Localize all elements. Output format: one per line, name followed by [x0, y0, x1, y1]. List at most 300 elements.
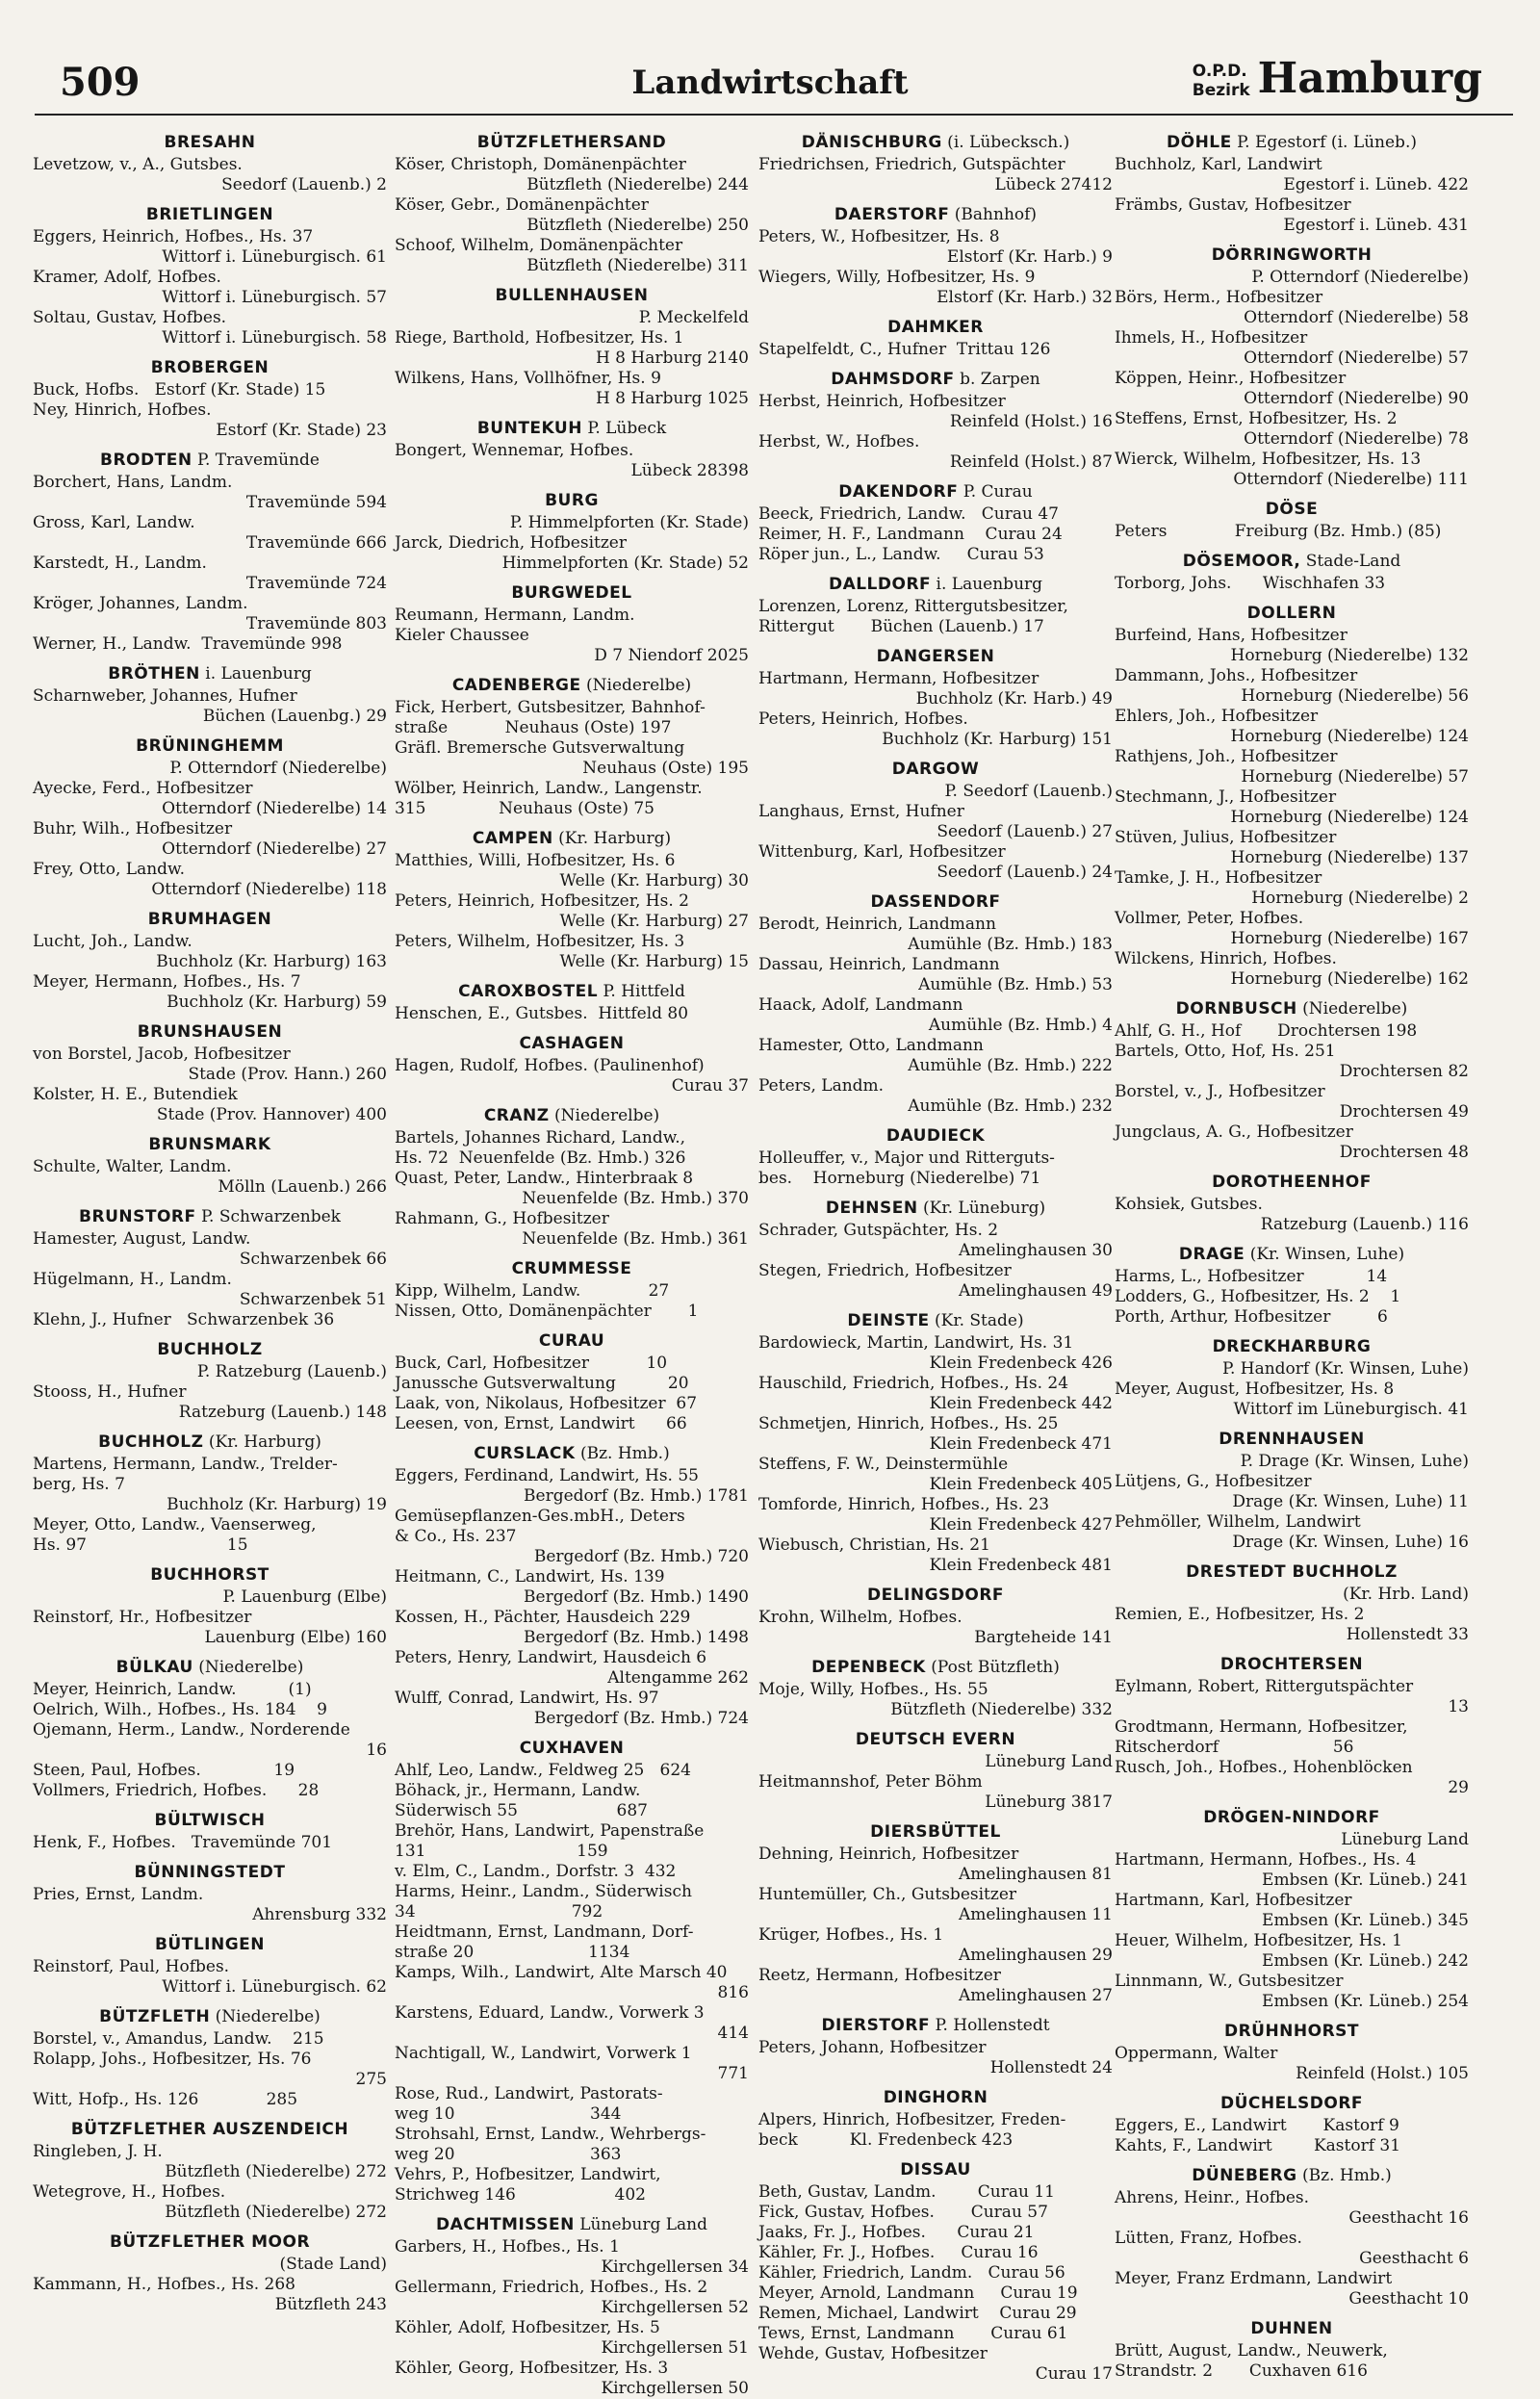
place-entry [1115, 2319, 1469, 2382]
entry-location-line: Ahrensburg 332 [252, 1905, 387, 1924]
place-heading [1115, 1655, 1469, 1675]
place-heading [395, 1444, 749, 1464]
place-entry [33, 358, 387, 441]
entry-location-line: 13 [1448, 1697, 1469, 1716]
entry-line: Stegen, Friedrich, Hofbesitzer [758, 1261, 1012, 1280]
place-heading [33, 1658, 387, 1678]
place-name: BRUMHAGEN [147, 910, 272, 929]
place-entry [758, 575, 1113, 637]
entry-location-line: 16 [366, 1741, 387, 1760]
entry-line: Heuer, Wilhelm, Hofbesitzer, Hs. 1 [1115, 1931, 1402, 1950]
place-heading [395, 491, 749, 511]
place-name: DÖHLE [1167, 133, 1232, 152]
entry-location-line: Horneburg (Niederelbe) 162 [1230, 969, 1469, 989]
place-entry [758, 1199, 1113, 1302]
entry-line: Hs. 97 15 [33, 1535, 248, 1555]
place-heading [758, 370, 1113, 390]
entry-location-line: Embsen (Kr. Lüneb.) 254 [1262, 1992, 1469, 2011]
entry-line: Remien, E., Hofbesitzer, Hs. 2 [1115, 1605, 1365, 1624]
place-name: DUHNEN [1250, 2319, 1333, 2338]
entry-line: Soltau, Gustav, Hofbes. [33, 308, 227, 327]
entry-line: Hartmann, Karl, Hofbesitzer [1115, 1891, 1352, 1910]
entry-line: Reetz, Hermann, Hofbesitzer [758, 1966, 1001, 1985]
place-entry [33, 1935, 387, 1998]
entry-line: Herbst, Heinrich, Hofbesitzer [758, 392, 1006, 411]
place-heading [33, 1135, 387, 1155]
place-name: BÜTZFLETHER MOOR [109, 2232, 311, 2252]
place-postal-note: P. Hittfeld [598, 982, 685, 1001]
place-heading [758, 482, 1113, 503]
place-entry [1115, 1430, 1469, 1553]
place-heading [395, 1106, 749, 1126]
entry-location-line: Welle (Kr. Harburg) 15 [559, 952, 749, 971]
place-heading [395, 419, 749, 439]
entry-location-line: 771 [717, 2064, 749, 2083]
place-name: CAROXBOSTEL [458, 982, 599, 1001]
entry-line: Steffens, F. W., Deinstermühle [758, 1455, 1009, 1474]
entry-location-line: Hollenstedt 24 [989, 2058, 1113, 2077]
entry-line: Kamps, Wilh., Landwirt, Alte Marsch 40 [395, 1963, 728, 1982]
place-heading [1115, 2094, 1469, 2114]
place-postal-note: P. Hollenstedt [930, 2016, 1050, 2035]
place-heading [1115, 604, 1469, 624]
place-entry [395, 491, 749, 574]
place-postal-note: (Niederelbe) [210, 2007, 321, 2026]
entry-location-line: Buchholz (Kr. Harburg) 19 [167, 1495, 387, 1514]
entry-line: Hamester, Otto, Landmann [758, 1036, 984, 1055]
region-name: Hamburg [1257, 54, 1482, 103]
entry-line: Buhr, Wilh., Hofbesitzer [33, 819, 233, 838]
place-heading [33, 1207, 387, 1227]
place-name: CURAU [538, 1331, 605, 1351]
place-heading [1115, 245, 1469, 266]
entry-line: Ojemann, Herm., Landw., Norderende [33, 1720, 350, 1740]
place-entry [1115, 552, 1469, 594]
place-heading [33, 910, 387, 930]
entry-location-line: Horneburg (Niederelbe) 57 [1241, 767, 1469, 787]
entry-location-line: Bützfleth (Niederelbe) 250 [526, 216, 749, 235]
place-name: BÜLKAU [116, 1658, 193, 1677]
entry-line: Kolster, H. E., Butendiek [33, 1085, 238, 1104]
place-entry [758, 647, 1113, 750]
entry-location-line: Bützfleth 243 [274, 2295, 387, 2314]
entry-line: weg 10 344 [395, 2104, 622, 2124]
entry-line: Matthies, Willi, Hofbesitzer, Hs. 6 [395, 851, 676, 870]
place-postal-note: (Kr. Harburg) [203, 1432, 321, 1452]
entry-location-line: Geesthacht 16 [1348, 2208, 1469, 2228]
place-entry [395, 583, 749, 666]
place-name: DIERSBÜTTEL [870, 1822, 1001, 1842]
place-heading [395, 2215, 749, 2235]
entry-line: Ahrens, Heinr., Hofbes. [1115, 2188, 1310, 2207]
entry-line: Heitmannshof, Peter Böhm [758, 1772, 983, 1792]
entry-location-line: H 8 Harburg 1025 [595, 389, 749, 408]
page-title: Landwirtschaft [631, 64, 909, 102]
entry-line: Peters, Heinrich, Hofbesitzer, Hs. 2 [395, 891, 689, 911]
entry-location-line: P. Lauenburg (Elbe) [222, 1587, 387, 1607]
entry-line: Lucht, Joh., Landw. [33, 932, 192, 951]
entry-location-line: Curau 17 [1035, 2364, 1113, 2384]
entry-location-line: P. Ratzeburg (Lauenb.) [196, 1362, 387, 1381]
entry-line: Rusch, Joh., Hofbes., Hohenblöcken [1115, 1758, 1413, 1777]
place-heading [33, 133, 387, 153]
entry-location-line: Otterndorf (Niederelbe) 118 [151, 880, 387, 899]
entry-location-line: Kirchgellersen 34 [601, 2257, 749, 2277]
entry-location-line: Klein Fredenbeck 481 [929, 1556, 1113, 1575]
entry-location-line: Wittorf i. Lüneburgisch. 58 [162, 328, 387, 348]
place-entry [758, 482, 1113, 565]
entry-line: Kohsiek, Gutsbes. [1115, 1195, 1263, 1214]
entry-location-line: Otterndorf (Niederelbe) 27 [162, 839, 387, 859]
entry-line: Hartmann, Hermann, Hofbesitzer [758, 669, 1040, 688]
entry-line: Borchert, Hans, Landm. [33, 473, 233, 492]
place-heading [758, 1658, 1113, 1678]
entry-line: Rolapp, Johs., Hofbesitzer, Hs. 76 [33, 2050, 312, 2069]
entry-line: Martens, Hermann, Landw., Trelder- [33, 1455, 338, 1474]
place-entry [395, 286, 749, 409]
entry-line: Kipp, Wilhelm, Landw. 27 [395, 1281, 670, 1301]
place-entry [1115, 133, 1469, 236]
entry-line: Fick, Herbert, Gutsbesitzer, Bahnhof- [395, 698, 706, 717]
entry-location-line: Buchholz (Kr. Harburg) 163 [156, 952, 387, 971]
entry-line: Strandstr. 2 Cuxhaven 616 [1115, 2361, 1368, 2381]
place-name: DÖSEMOOR, [1182, 552, 1301, 571]
place-entry [33, 1658, 387, 1801]
entry-line: Wittenburg, Karl, Hofbesitzer [758, 842, 1006, 862]
entry-line: Bartels, Otto, Hof, Hs. 251 [1115, 1042, 1336, 1061]
entry-location-line: Otterndorf (Niederelbe) 14 [162, 799, 387, 818]
entry-line: Scharnweber, Johannes, Hufner [33, 686, 297, 706]
entry-line: Bongert, Wennemar, Hofbes. [395, 441, 634, 460]
entry-line: Ahlf, G. H., Hof Drochtersen 198 [1115, 1021, 1418, 1041]
place-entry [33, 1565, 387, 1648]
place-name: CURSLACK [474, 1444, 576, 1463]
place-entry [1115, 1655, 1469, 1798]
entry-line: Janussche Gutsverwaltung 20 [395, 1374, 689, 1393]
place-heading [33, 1022, 387, 1043]
place-postal-note: P. Curau [958, 482, 1033, 502]
column-4 [1115, 123, 1469, 2381]
place-heading [758, 2016, 1113, 2036]
entry-location-line: Bergedorf (Bz. Hmb.) 1781 [524, 1486, 749, 1506]
entry-location-line: Reinfeld (Holst.) 16 [949, 412, 1113, 431]
entry-location-line: Lübeck 28398 [630, 461, 749, 480]
entry-line: Nissen, Otto, Domänenpächter 1 [395, 1302, 699, 1321]
place-postal-note: P. Schwarzenbek [195, 1207, 341, 1226]
place-entry [1115, 2022, 1469, 2084]
entry-location-line: Seedorf (Lauenb.) 27 [937, 822, 1113, 841]
place-name: DAERSTORF [834, 205, 950, 224]
place-heading [395, 286, 749, 306]
place-name: DAHMKER [887, 318, 984, 337]
entry-line: Rathjens, Joh., Hofbesitzer [1115, 747, 1338, 766]
entry-line: Köhler, Georg, Hofbesitzer, Hs. 3 [395, 2359, 669, 2378]
place-entry [33, 451, 387, 655]
entry-line: Herbst, W., Hofbes. [758, 432, 920, 451]
column-2 [395, 123, 749, 2398]
entry-line: Holleuffer, v., Major und Ritterguts- [758, 1148, 1055, 1168]
entry-line: Berodt, Heinrich, Landmann [758, 915, 996, 934]
entry-location-line: Amelinghausen 49 [959, 1281, 1113, 1301]
entry-line: Tomforde, Hinrich, Hofbes., Hs. 23 [758, 1495, 1050, 1514]
place-name: DÜCHELSDORF [1219, 2094, 1364, 2113]
place-heading [395, 133, 749, 153]
entry-line: Süderwisch 55 687 [395, 1801, 649, 1820]
place-heading [758, 575, 1113, 595]
place-heading [758, 1199, 1113, 1219]
entry-location-line: Lübeck 27412 [994, 175, 1113, 194]
place-name: BUCHHOLZ [98, 1432, 204, 1452]
entry-location-line: Amelinghausen 30 [959, 1241, 1113, 1260]
place-name: BRUNSMARK [148, 1135, 271, 1154]
place-entry [1115, 604, 1469, 990]
place-name: DRECKHARBURG [1212, 1337, 1372, 1356]
entry-line: Peters, W., Hofbesitzer, Hs. 8 [758, 227, 1000, 246]
place-postal-note: (Niederelbe) [580, 676, 692, 695]
place-heading [33, 736, 387, 757]
place-entry [395, 1739, 749, 2206]
place-heading [1115, 1245, 1469, 1265]
entry-location-line: Klein Fredenbeck 427 [929, 1515, 1113, 1535]
entry-line: v. Elm, C., Landm., Dorfstr. 3 432 [395, 1862, 677, 1881]
entry-location-line: Bergedorf (Bz. Hmb.) 720 [533, 1547, 749, 1566]
place-name: DORNBUSCH [1175, 999, 1297, 1019]
place-entry [758, 1730, 1113, 1813]
place-entry [33, 2232, 387, 2315]
place-postal-note: (Kr. Stade) [929, 1311, 1024, 1330]
place-name: DÜNEBERG [1192, 2166, 1297, 2185]
entry-line: Reinstorf, Hr., Hofbesitzer [33, 1608, 252, 1627]
entry-location-line: Embsen (Kr. Lüneb.) 241 [1262, 1870, 1469, 1890]
entry-location-line: Schwarzenbek 51 [239, 1290, 387, 1309]
entry-location-line: 275 [355, 2070, 387, 2089]
place-name: DANGERSEN [876, 647, 995, 666]
entry-location-line: Schwarzenbek 66 [239, 1250, 387, 1269]
entry-location-line: Wittorf i. Lüneburgisch. 61 [162, 247, 387, 267]
place-entry [33, 1022, 387, 1125]
entry-line: Grodtmann, Hermann, Hofbesitzer, [1115, 1717, 1408, 1737]
entry-location-line: D 7 Niendorf 2025 [594, 646, 749, 665]
place-name: BURGWEDEL [511, 583, 632, 603]
entry-line: Buck, Hofbs. Estorf (Kr. Stade) 15 [33, 380, 326, 400]
place-heading [758, 1126, 1113, 1147]
place-heading [33, 2007, 387, 2027]
entry-line: Ehlers, Joh., Hofbesitzer [1115, 707, 1319, 726]
entry-line: berg, Hs. 7 [33, 1475, 125, 1494]
entry-line: Hügelmann, H., Landm. [33, 1270, 232, 1289]
entry-location-line: P. Otterndorf (Niederelbe) [1251, 268, 1469, 287]
place-entry [33, 2120, 387, 2223]
place-heading [1115, 2166, 1469, 2186]
place-name: CRANZ [483, 1106, 550, 1125]
entry-line: Buchholz, Karl, Landwirt [1115, 155, 1322, 174]
place-heading [33, 358, 387, 378]
entry-line: Brütt, August, Landw., Neuwerk, [1115, 2341, 1388, 2360]
place-entry [395, 2215, 749, 2399]
place-postal-note: Lüneburg Land [574, 2215, 708, 2234]
entry-line: Peters, Wilhelm, Hofbesitzer, Hs. 3 [395, 932, 685, 951]
place-heading [758, 133, 1113, 153]
place-heading [1115, 500, 1469, 520]
entry-line: Brehör, Hans, Landwirt, Papenstraße [395, 1821, 705, 1841]
entry-location-line: Otterndorf (Niederelbe) 57 [1244, 348, 1469, 368]
entry-location-line: Aumühle (Bz. Hmb.) 222 [908, 1056, 1113, 1075]
entry-location-line: Buchholz (Kr. Harburg) 151 [882, 730, 1113, 749]
place-heading [758, 2088, 1113, 2108]
entry-line: Dammann, Johs., Hofbesitzer [1115, 666, 1358, 685]
place-heading [395, 1259, 749, 1279]
place-heading [1115, 1337, 1469, 1357]
entry-line: Henschen, E., Gutsbes. Hittfeld 80 [395, 1004, 689, 1023]
entry-line: Wiegers, Willy, Hofbesitzer, Hs. 9 [758, 268, 1036, 287]
place-name: DÄNISCHBURG [801, 133, 942, 152]
entry-location-line: Hollenstedt 33 [1346, 1625, 1469, 1644]
entry-line: Karstedt, H., Landm. [33, 554, 207, 573]
entry-line: Dassau, Heinrich, Landmann [758, 955, 1000, 974]
place-name: DACHTMISSEN [435, 2215, 575, 2234]
place-entry [1115, 1173, 1469, 1235]
place-heading [758, 1822, 1113, 1843]
entry-line: Wulff, Conrad, Landwirt, Hs. 97 [395, 1689, 659, 1708]
entry-line: Främbs, Gustav, Hofbesitzer [1115, 195, 1351, 215]
entry-line: Gross, Karl, Landw. [33, 513, 195, 532]
entry-line: Ahlf, Leo, Landw., Feldweg 25 624 [395, 1761, 691, 1780]
entry-location-line: Horneburg (Niederelbe) 2 [1251, 889, 1469, 908]
entry-line: Ney, Hinrich, Hofbes. [33, 400, 212, 420]
entry-line: Linnmann, W., Gutsbesitzer [1115, 1972, 1344, 1991]
entry-line: Bartels, Johannes Richard, Landw., [395, 1128, 686, 1148]
place-postal-note: (Kr. Harburg) [552, 829, 672, 848]
entry-location-line: Klein Fredenbeck 426 [929, 1354, 1113, 1373]
place-entry [1115, 500, 1469, 542]
entry-line: Schmetjen, Hinrich, Hofbes., Hs. 25 [758, 1414, 1059, 1433]
entry-location-line: Bützfleth (Niederelbe) 272 [165, 2203, 387, 2222]
entry-line: Eggers, Ferdinand, Landwirt, Hs. 55 [395, 1466, 699, 1485]
entry-location-line: Reinfeld (Holst.) 105 [1296, 2064, 1469, 2083]
place-name: CAMPEN [472, 829, 553, 848]
place-name: DRENNHAUSEN [1219, 1430, 1365, 1449]
place-name: BRUNSTORF [79, 1207, 196, 1226]
place-name: BUNTEKUH [476, 419, 582, 438]
entry-line: Hs. 72 Neuenfelde (Bz. Hmb.) 326 [395, 1148, 686, 1168]
entry-location-line: Geesthacht 6 [1359, 2249, 1469, 2268]
place-name: DROCHTERSEN [1219, 1655, 1364, 1674]
entry-line: Eggers, Heinrich, Hofbes., Hs. 37 [33, 227, 314, 246]
place-heading [1115, 1808, 1469, 1828]
place-postal-note: i. Lauenburg [931, 575, 1043, 594]
entry-location-line: Amelinghausen 81 [959, 1865, 1113, 1884]
entry-line: Rittergut Büchen (Lauenb.) 17 [758, 617, 1044, 636]
place-entry [1115, 1337, 1469, 1420]
place-name: BRUNSHAUSEN [137, 1022, 283, 1042]
entry-line: Lorenzen, Lorenz, Rittergutsbesitzer, [758, 597, 1068, 616]
entry-line: 131 159 [395, 1842, 608, 1861]
place-entry [1115, 2166, 1469, 2309]
entry-line: Eylmann, Robert, Rittergutspächter [1115, 1677, 1414, 1696]
place-entry [758, 1586, 1113, 1648]
place-name: DASSENDORF [870, 892, 1001, 912]
entry-line: Schoof, Wilhelm, Domänenpächter [395, 236, 683, 255]
column-1 [33, 123, 387, 2366]
entry-line: Meyer, Franz Erdmann, Landwirt [1115, 2269, 1393, 2288]
entry-line: straße Neuhaus (Oste) 197 [395, 718, 672, 737]
entry-location-line: Bergedorf (Bz. Hmb.) 1490 [524, 1587, 749, 1607]
entry-location-line: Otterndorf (Niederelbe) 111 [1233, 470, 1469, 489]
entry-line: Gemüsepflanzen-Ges.mbH., Deters [395, 1507, 685, 1526]
place-postal-note: (Kr. Winsen, Luhe) [1245, 1245, 1405, 1264]
place-name: BÜNNINGSTEDT [134, 1863, 286, 1882]
place-entry [395, 829, 749, 972]
entry-line: Laak, von, Nikolaus, Hofbesitzer 67 [395, 1394, 698, 1413]
entry-location-line: H 8 Harburg 2140 [595, 348, 749, 368]
entry-line: Köhler, Adolf, Hofbesitzer, Hs. 5 [395, 2318, 660, 2337]
entry-location-line: Horneburg (Niederelbe) 124 [1230, 808, 1469, 827]
entry-location-line: Neuenfelde (Bz. Hmb.) 370 [522, 1189, 749, 1208]
place-heading [33, 2120, 387, 2140]
place-name: DRÖGEN-NINDORF [1203, 1808, 1380, 1827]
entry-line: Strichweg 146 402 [395, 2185, 646, 2205]
entry-line: Steffens, Ernst, Hofbesitzer, Hs. 2 [1115, 409, 1398, 428]
entry-line: Lütjens, G., Hofbesitzer [1115, 1472, 1312, 1491]
entry-line: Friedrichsen, Friedrich, Gutspächter [758, 155, 1065, 174]
entry-line: Remen, Michael, Landwirt Curau 29 [758, 2304, 1077, 2323]
place-entry [1115, 999, 1469, 1163]
place-name: DEHNSEN [825, 1199, 918, 1218]
place-name: BROBERGEN [150, 358, 270, 377]
entry-location-line: Klein Fredenbeck 442 [929, 1394, 1113, 1413]
entry-line: Heidtmann, Ernst, Landmann, Dorf- [395, 1922, 694, 1942]
entry-location-line: Kirchgellersen 51 [601, 2338, 749, 2358]
entry-location-line: Bützfleth (Niederelbe) 244 [526, 175, 749, 194]
entry-location-line: Drochtersen 48 [1339, 1143, 1469, 1162]
entry-line: Borstel, v., Amandus, Landw. 215 [33, 2029, 324, 2049]
place-name: BÜTLINGEN [154, 1935, 266, 1954]
place-entry [395, 1259, 749, 1322]
entry-location-line: Egestorf i. Lüneb. 422 [1283, 175, 1469, 194]
place-heading [33, 1863, 387, 1883]
place-name: DRESTEDT BUCHHOLZ [1186, 1562, 1398, 1582]
place-entry [758, 133, 1113, 195]
place-entry [758, 1126, 1113, 1189]
entry-line: Peters, Heinrich, Hofbes. [758, 709, 968, 729]
entry-location-line: Travemünde 803 [245, 614, 387, 633]
entry-location-line: Stade (Prov. Hannover) 400 [156, 1105, 387, 1124]
place-heading [758, 647, 1113, 667]
entry-line: Witt, Hofp., Hs. 126 285 [33, 2090, 298, 2109]
entry-line: Tamke, J. H., Hofbesitzer [1115, 868, 1322, 888]
entry-location-line: Kirchgellersen 52 [601, 2298, 749, 2317]
place-entry [33, 1135, 387, 1198]
place-heading [758, 1311, 1113, 1331]
place-name: DIERSTORF [821, 2016, 931, 2035]
place-name: DINGHORN [883, 2088, 988, 2107]
entry-line: Schulte, Walter, Landm. [33, 1157, 232, 1176]
entry-line: Meyer, August, Hofbesitzer, Hs. 8 [1115, 1380, 1395, 1399]
place-heading [1115, 1173, 1469, 1193]
region-opd: O.P.D. [1192, 62, 1247, 81]
place-entry [33, 2007, 387, 2110]
entry-line: 315 Neuhaus (Oste) 75 [395, 799, 654, 818]
place-heading [33, 2232, 387, 2253]
entry-location-line: Horneburg (Niederelbe) 124 [1230, 727, 1469, 746]
entry-line: Stooss, H., Hufner [33, 1382, 187, 1402]
entry-line: Ritscherdorf 56 [1115, 1738, 1354, 1757]
entry-line: Wetegrove, H., Hofbes. [33, 2182, 226, 2202]
place-entry [758, 2160, 1113, 2385]
place-heading [1115, 2022, 1469, 2042]
entry-line: Reinstorf, Paul, Hofbes. [33, 1957, 230, 1976]
entry-location-line: Wittorf im Lüneburgisch. 41 [1233, 1400, 1469, 1419]
